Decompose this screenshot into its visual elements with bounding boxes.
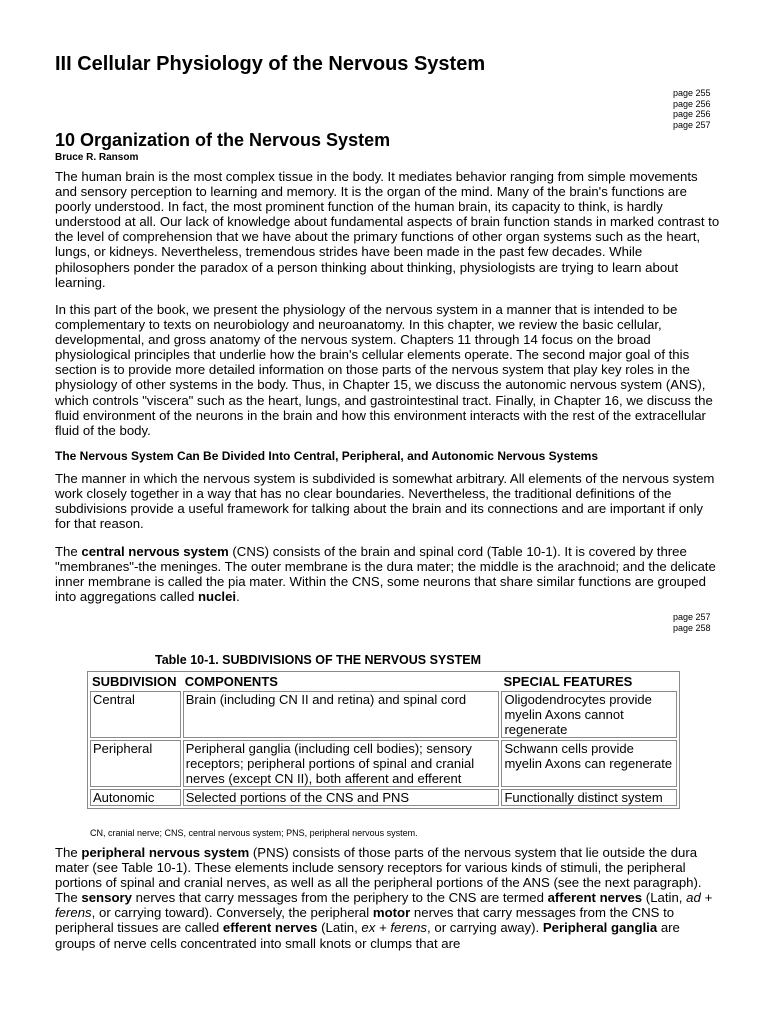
page-ref: page 256 xyxy=(673,109,711,119)
table-header-row xyxy=(90,674,677,689)
term-afferent: afferent nerves xyxy=(547,890,643,906)
term-motor: motor xyxy=(372,905,411,921)
subdivision-paragraph: The manner in which the nervous system is subdivided is somewhat arbitrary. All elements of the nervous system work closely together in a way that has no clear boundaries. Nevertheless, the traditional definitions of the subdivisions provide a useful framework for talking about the brain and its connections and are important if only for that reason. xyxy=(55,471,715,532)
table-cell: Oligodendrocytes provide myelin Axons cannot regenerate xyxy=(501,691,677,738)
page-ref: page 257 xyxy=(673,119,711,130)
term-peripheral-ganglia: Peripheral ganglia xyxy=(542,920,658,936)
table-cell: Schwann cells provide myelin Axons can regenerate xyxy=(501,740,677,787)
page-ref: page 256 xyxy=(673,98,711,109)
table-cell: Central xyxy=(90,691,181,738)
chapter-title: 10 Organization of the Nervous System xyxy=(55,130,391,150)
text-run: The xyxy=(55,544,82,559)
cns-paragraph xyxy=(55,544,720,604)
term-cns: central nervous system xyxy=(81,544,229,559)
pns-paragraph xyxy=(55,845,720,951)
table-footnote: CN, cranial nerve; CNS, central nervous system; PNS, peripheral nervous system. xyxy=(90,828,418,838)
table-row xyxy=(90,691,677,738)
overview-paragraph: In this part of the book, we present the physiology of the nervous system in a manner that is intended to be complementary to texts on neurobiology and neuroanatomy. In this chapter, we review the basic cellular, developmental, and gross anatomy of the nervous system. Chapters 11 through 14 focus on the broad physiological principles that underlie how the brain's cellular elements operate. The second major goal of this section is to provide more detailed information on those parts of the nervous system that play key roles in the physiology of other systems in the body. Thus, in Chapter 15, we discuss the autonomic nervous system (ANS), which controls "viscera" such as the heart, lungs, and gastrointestinal tract. Finally, in Chapter 16, we discuss the fluid environment of the neurons in the brain and how this environment interacts with the rest of the extracellular fluid of the body. xyxy=(55,302,713,438)
text-run: (PNS) consists of those parts of the nervous system that lie outside the dura mater (see Table 10-1). These elements include sensory receptors for various kinds of stimuli, the peripheral portions of spinal and cranial nerves, as well as all the peripheral portions of the ANS (see the next paragraph). The xyxy=(55,845,702,906)
table-cell: Autonomic xyxy=(90,789,181,806)
text-run: , or carrying toward). Conversely, the peripheral xyxy=(91,905,373,921)
text-run: The xyxy=(55,845,82,860)
table-cell: Brain (including CN II and retina) and spinal cord xyxy=(183,691,500,738)
table-cell: Peripheral ganglia (including cell bodies); sensory receptors; peripheral portions of spinal and cranial nerves (except CN II), both afferent and efferent xyxy=(183,740,500,787)
term-nuclei: nuclei xyxy=(197,589,237,605)
page-ref: page 255 xyxy=(673,88,711,98)
subdivisions-table xyxy=(87,671,680,809)
table-cell: Functionally distinct system xyxy=(501,789,677,806)
table-caption: Table 10-1. SUBDIVISIONS OF THE NERVOUS SYSTEM xyxy=(155,653,481,667)
column-header: COMPONENTS xyxy=(184,674,278,689)
part-title: III Cellular Physiology of the Nervous System xyxy=(55,53,486,75)
term-sensory: sensory xyxy=(81,890,132,906)
table-cell: Peripheral xyxy=(90,740,181,787)
intro-paragraph: The human brain is the most complex tissue in the body. It mediates behavior ranging from simple movements and sensory perception to learning and memory. It is the organ of the mind. Many of the brain's functions are poorly understood. In fact, the most prominent function of the human brain, its capacity to think, is hardly understood at all. Our lack of knowledge about fundamental aspects of brain function stands in marked contrast to the level of comprehension that we have about the primary functions of other organ systems such as the heart, lungs, or kidneys. Nevertheless, tremendous strides have been made in the past few decades. While philosophers ponder the paradox of a person thinking about thinking, physiologists are trying to learn about learning. xyxy=(55,169,720,290)
chapter-author: Bruce R. Ransom xyxy=(55,152,139,163)
page-references xyxy=(673,88,713,130)
text-run: nerves that carry messages from the periphery to the CNS are termed xyxy=(131,890,548,906)
term-efferent: efferent nerves xyxy=(222,920,318,936)
table-row xyxy=(90,740,677,787)
page-ref: page 257 xyxy=(673,612,711,622)
text-run: , or carrying away). xyxy=(427,920,543,936)
text-run: nerves that carry messages from the CNS to peripheral tissues are called xyxy=(55,905,675,936)
column-header: SPECIAL FEATURES xyxy=(503,674,633,689)
text-run: are groups of nerve cells concentrated into small knots or clumps that are xyxy=(55,920,680,951)
column-header: SUBDIVISION xyxy=(92,674,177,689)
table-cell: Selected portions of the CNS and PNS xyxy=(183,789,500,806)
table-row xyxy=(90,789,677,806)
text-run: (CNS) consists of the brain and spinal cord (Table 10-1). It is covered by three "membranes"-the meninges. The outer membrane is the dura mater; the middle is the arachnoid; and the delicate inner membrane is called the pia mater. Within the CNS, some neurons that share similar functions are grouped into aggregations called xyxy=(55,544,716,605)
text-run: (Latin, xyxy=(317,920,362,936)
term-pns: peripheral nervous system xyxy=(81,845,250,860)
text-run: (Latin, xyxy=(642,890,687,906)
section-heading: The Nervous System Can Be Divided Into Central, Peripheral, and Autonomic Nervous Systems xyxy=(55,449,599,463)
text-run: . xyxy=(236,589,240,605)
latin-term: ad + ferens xyxy=(55,890,713,921)
page-references xyxy=(673,612,713,633)
page-ref: page 258 xyxy=(673,622,711,633)
latin-term: ex + ferens xyxy=(361,920,428,936)
